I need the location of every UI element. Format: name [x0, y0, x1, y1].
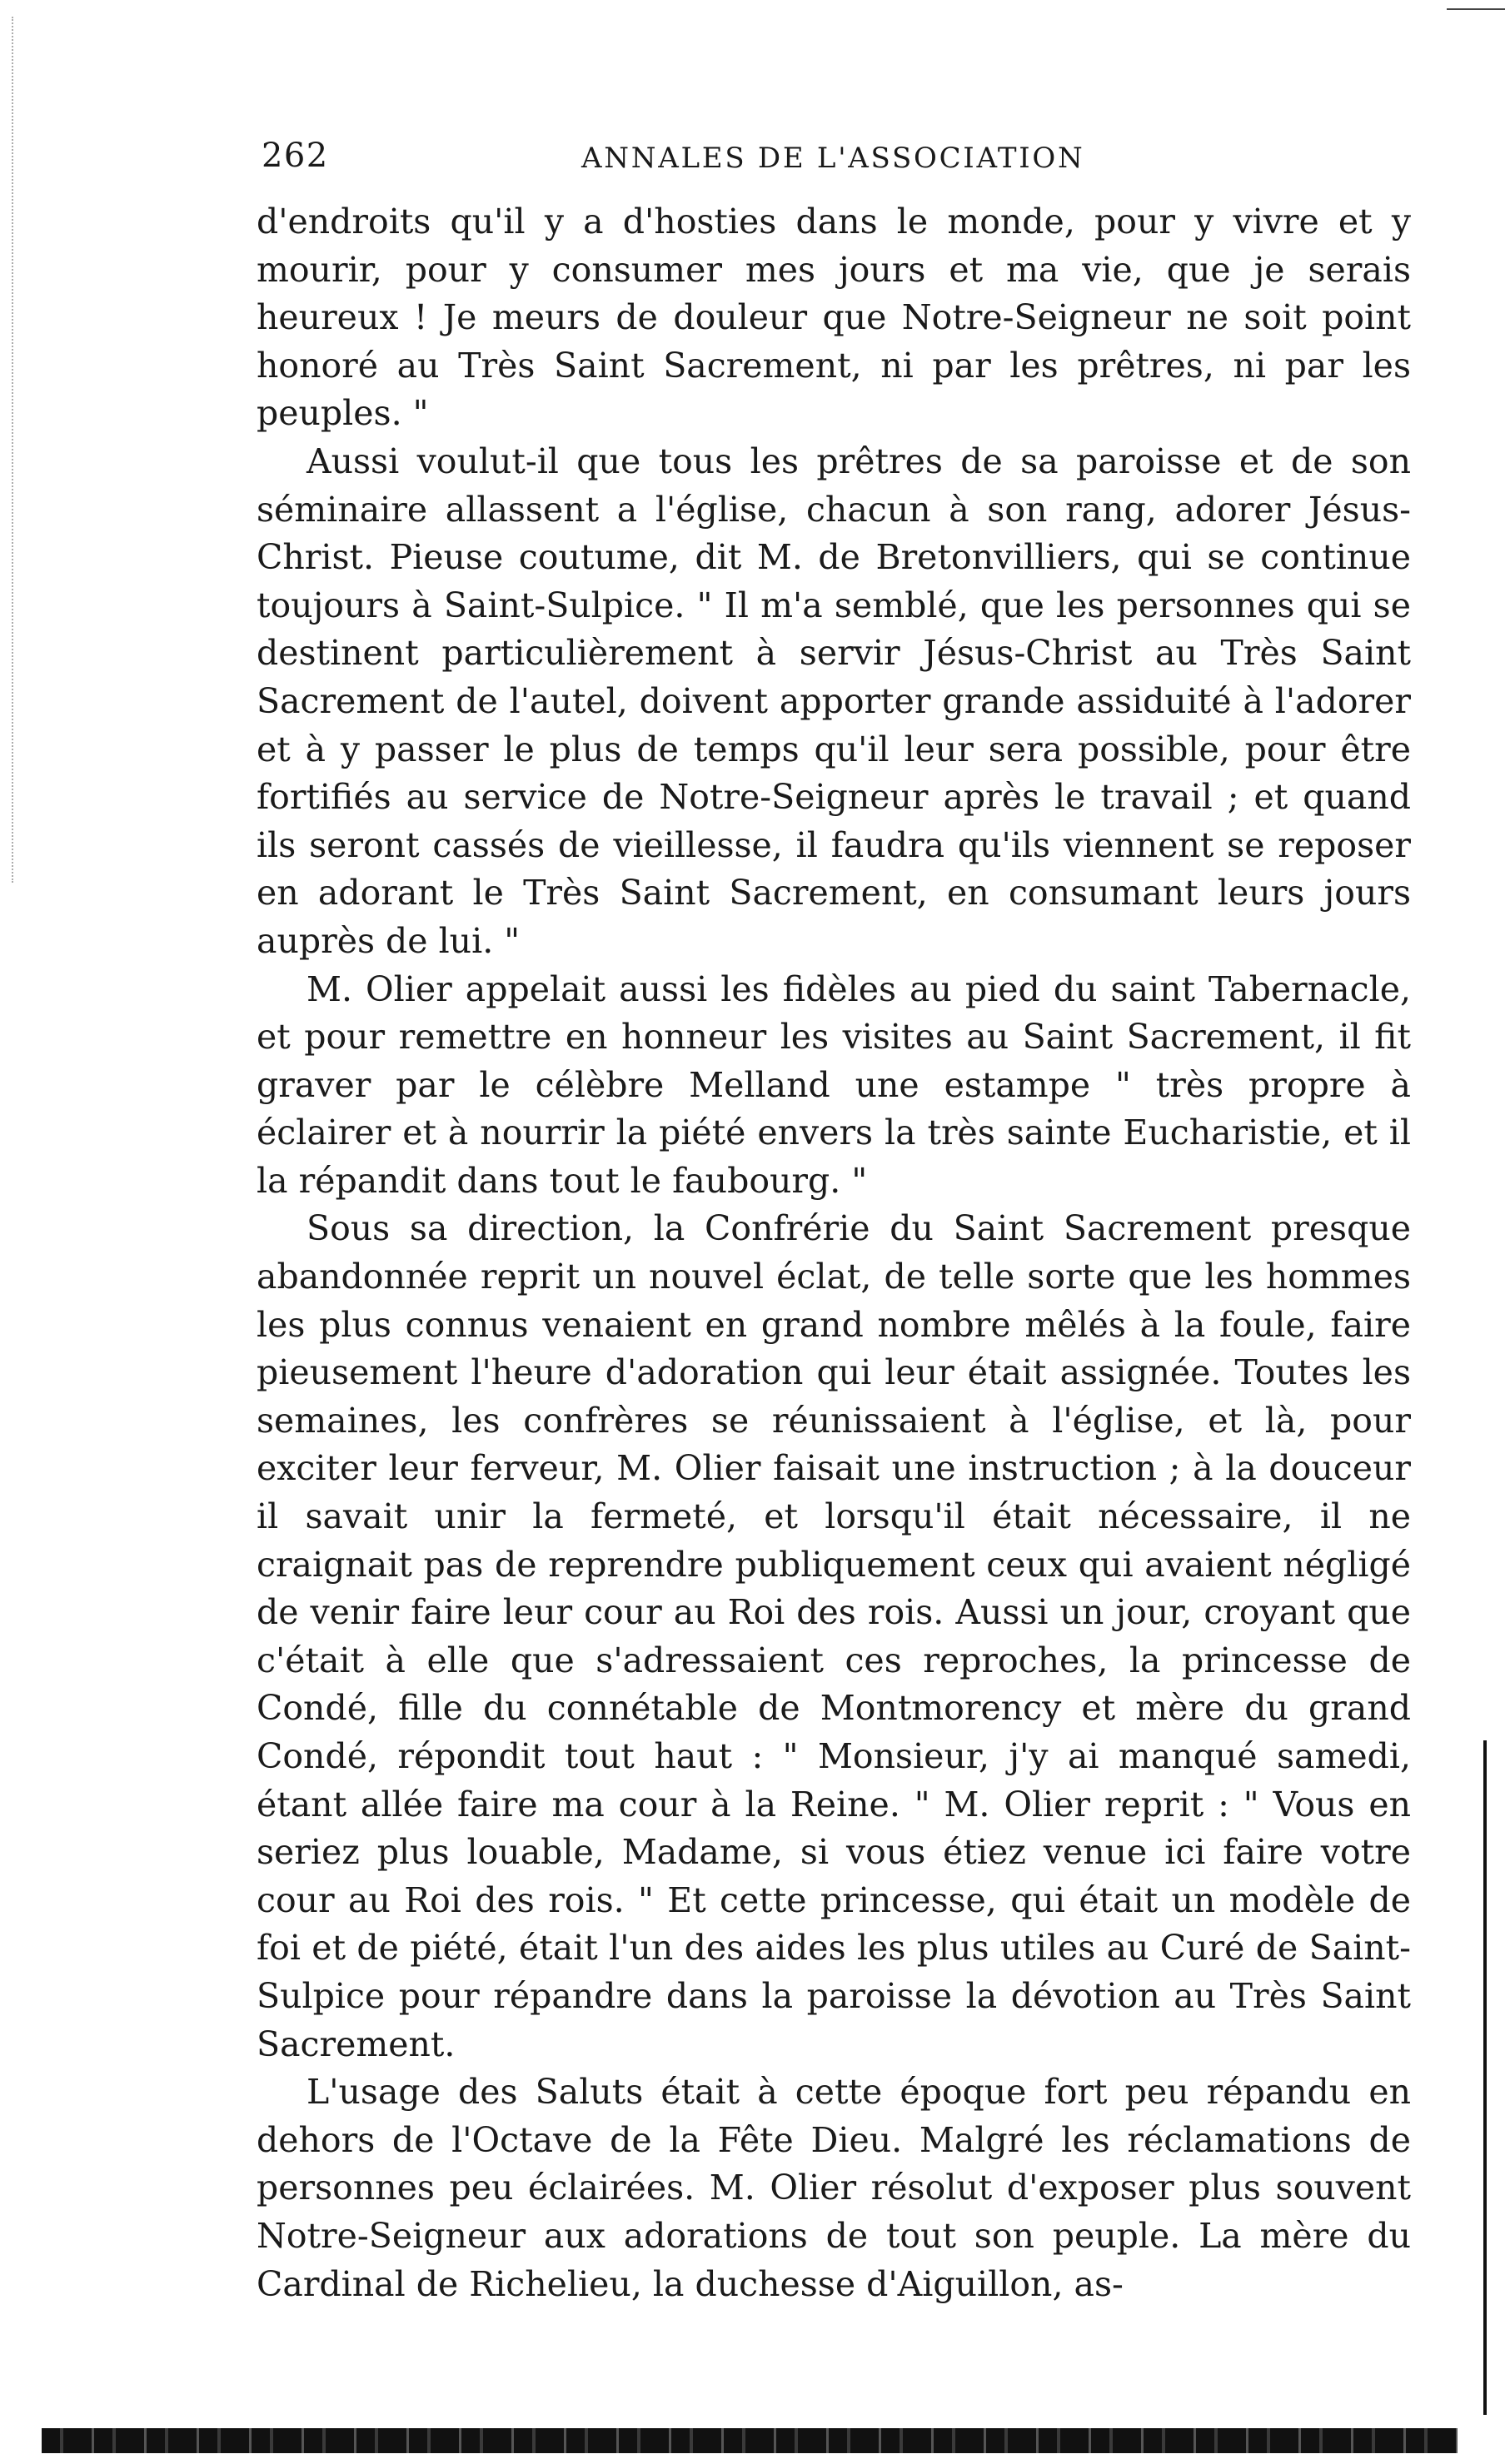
paragraph-5: L'usage des Saluts était à cette époque fort peu répandu en dehors de l'Octave de la Fête Dieu. Malgré les réclamations de personnes peu éclairées. M. Olier résolut d'exposer plus souvent Notre-Seigneur aux adorations de tout son peuple. La mère du Cardinal de Richelieu, la duchesse d'Aiguillon, as- — [257, 2072, 1411, 2304]
paragraph-1: d'endroits qu'il y a d'hosties dans le monde, pour y vivre et y mourir, pour y consumer mes jours et ma vie, que je serais heureux ! Je meurs de douleur que Notre-Seigneur ne soit point honoré au Très Saint Sacrement, ni par les prêtres, ni par les peuples. " — [257, 202, 1411, 434]
paragraph-2: Aussi voulut-il que tous les prêtres de sa paroisse et de son séminaire allassent a l'église, chacun à son rang, adorer Jésus-Christ. Pieuse coutume, dit M. de Bretonvilliers, qui se continue toujours à Saint-Sulpice. " Il m'a semblé, que les personnes qui se destinent particulièrement à servir Jésus-Christ au Très Saint Sacrement de l'autel, doivent apporter grande assiduité à l'adorer et à y passer le plus de temps qu'il leur sera possible, pour être fortifiés au service de Notre-Seigneur après le travail ; et quand ils seront cassés de vieillesse, il faudra qu'ils viennent se reposer en adorant le Très Saint Sacrement, en consumant leurs jours auprès de lui. " — [257, 441, 1411, 961]
scan-right-edge — [1483, 1740, 1487, 2415]
page-number: 262 — [262, 137, 329, 175]
running-title: ANNALES DE L'ASSOCIATION — [581, 142, 1085, 175]
scan-bottom-band — [42, 2428, 1458, 2453]
body-text — [257, 198, 1411, 2308]
scan-left-edge — [12, 17, 18, 883]
scan-top-rule — [1447, 8, 1505, 10]
paragraph-4: Sous sa direction, la Confrérie du Saint Sacrement presque abandonnée reprit un nouvel éclat, de telle sorte que les hommes les plus connus venaient en grand nombre mêlés à la foule, faire pieusement l'heure d'adoration qui leur était assignée. Toutes les semaines, les confrères se réunissaient à l'église, et là, pour exciter leur ferveur, M. Olier faisait une instruction ; à la douceur il savait unir la fermeté, et lorsqu'il était nécessaire, il ne craignait pas de reprendre publiquement ceux qui avaient négligé de venir faire leur cour au Roi des rois. Aussi un jour, croyant que c'était à elle que s'adressaient ces reproches, la princesse de Condé, fille du connétable de Montmorency et mère du grand Condé, répondit tout haut : " Monsieur, j'y ai manqué samedi, étant allée faire ma cour à la Reine. " M. Olier reprit : " Vous en seriez plus louable, Madame, si vous étiez venue ici faire votre cour au Roi des rois. " Et cette princesse, qui était un modèle de foi et de piété, était l'un des aides les plus utiles au Curé de Saint-Sulpice pour répandre dans la paroisse la dévotion au Très Saint Sacrement. — [257, 1208, 1411, 2064]
paragraph-3: M. Olier appelait aussi les fidèles au pied du saint Tabernacle, et pour remettre en honneur les visites au Saint Sacrement, il fit graver par le célèbre Melland une estampe " très propre à éclairer et à nourrir la piété envers la très sainte Eucharistie, et il la répandit dans tout le faubourg. " — [257, 968, 1411, 1201]
running-head — [262, 137, 1411, 187]
